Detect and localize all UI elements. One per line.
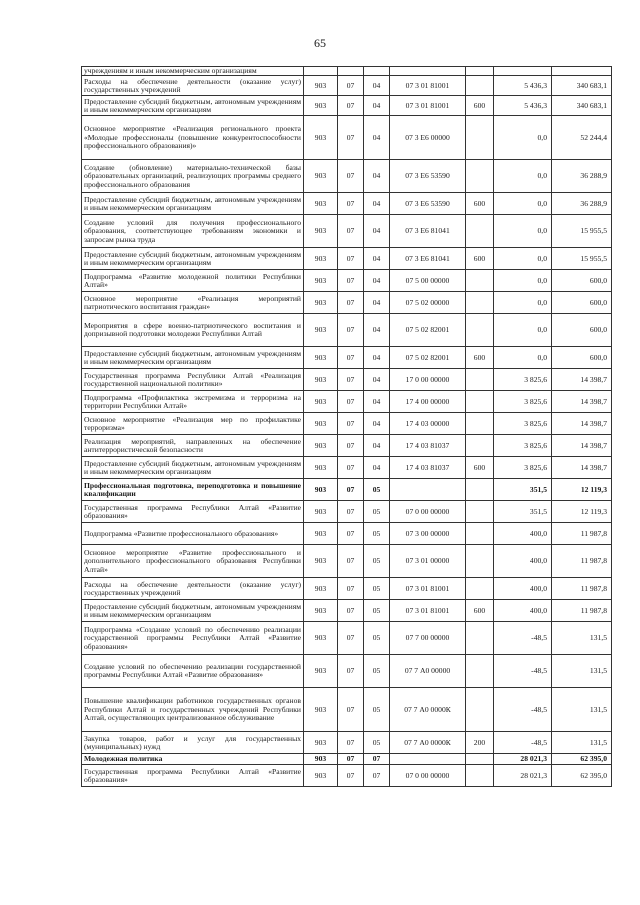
table-row <box>82 292 612 314</box>
table-row <box>82 578 612 600</box>
subsection-code-cell: 05 <box>364 523 390 545</box>
row-name-cell: Предоставление субсидий бюджетным, автономным учреждениям и иным некоммерческим организациям <box>82 600 304 622</box>
section-code-cell: 07 <box>338 435 364 457</box>
section-code-cell: 07 <box>338 215 364 248</box>
subsection-code-cell: 05 <box>364 655 390 688</box>
row-name-cell: Закупка товаров, работ и услуг для государственных (муниципальных) нужд <box>82 732 304 754</box>
amount-total-cell: 14 398,7 <box>552 413 612 435</box>
amount-change-cell: 28 021,3 <box>494 754 552 765</box>
row-name-cell: Предоставление субсидий бюджетным, автономным учреждениям и иным некоммерческим организациям <box>82 96 304 116</box>
admin-code-cell: 903 <box>304 545 338 578</box>
table-row <box>82 523 612 545</box>
budget-table <box>81 66 612 787</box>
target-article-cell: 07 3 E6 00000 <box>390 116 466 160</box>
amount-total-cell: 131,5 <box>552 688 612 732</box>
amount-total-cell: 11 987,8 <box>552 545 612 578</box>
amount-total-cell: 11 987,8 <box>552 578 612 600</box>
subsection-code-cell: 04 <box>364 369 390 391</box>
table-row <box>82 413 612 435</box>
expense-type-cell: 600 <box>466 96 494 116</box>
subsection-code-cell: 05 <box>364 600 390 622</box>
subsection-code-cell: 04 <box>364 215 390 248</box>
row-name-cell: Реализация мероприятий, направленных на обеспечение антитеррористической безопасности <box>82 435 304 457</box>
admin-code-cell: 903 <box>304 193 338 215</box>
amount-total-cell: 36 288,9 <box>552 160 612 193</box>
amount-change-cell: 3 825,6 <box>494 413 552 435</box>
row-name-cell: Предоставление субсидий бюджетным, автономным учреждениям и иным некоммерческим организациям <box>82 347 304 369</box>
expense-type-cell <box>466 215 494 248</box>
amount-change-cell: -48,5 <box>494 732 552 754</box>
amount-change-cell: -48,5 <box>494 688 552 732</box>
amount-change-cell: 5 436,3 <box>494 76 552 96</box>
admin-code-cell: 903 <box>304 391 338 413</box>
subsection-code-cell: 04 <box>364 96 390 116</box>
admin-code-cell: 903 <box>304 96 338 116</box>
admin-code-cell: 903 <box>304 314 338 347</box>
section-code-cell: 07 <box>338 501 364 523</box>
section-code-cell: 07 <box>338 413 364 435</box>
amount-change-cell: 0,0 <box>494 292 552 314</box>
amount-change-cell: 3 825,6 <box>494 369 552 391</box>
admin-code-cell: 903 <box>304 76 338 96</box>
amount-change-cell: 3 825,6 <box>494 457 552 479</box>
row-name-cell: Создание (обновление) материально-технической базы образовательных организаций, реализующих программы среднего профессионального образования <box>82 160 304 193</box>
target-article-cell: 07 5 02 82001 <box>390 314 466 347</box>
admin-code-cell: 903 <box>304 457 338 479</box>
subsection-code-cell <box>364 67 390 76</box>
table-row <box>82 160 612 193</box>
expense-type-cell <box>466 578 494 600</box>
table-row <box>82 732 612 754</box>
expense-type-cell <box>466 765 494 787</box>
amount-total-cell: 14 398,7 <box>552 391 612 413</box>
section-code-cell: 07 <box>338 622 364 655</box>
target-article-cell: 07 5 00 00000 <box>390 270 466 292</box>
amount-change-cell: 3 825,6 <box>494 391 552 413</box>
section-code-cell: 07 <box>338 732 364 754</box>
amount-total-cell: 14 398,7 <box>552 369 612 391</box>
target-article-cell: 07 3 01 81001 <box>390 96 466 116</box>
section-code-cell: 07 <box>338 369 364 391</box>
row-name-cell: Подпрограмма «Развитие профессионального образования» <box>82 523 304 545</box>
section-code-cell: 07 <box>338 479 364 501</box>
expense-type-cell <box>466 545 494 578</box>
section-code-cell: 07 <box>338 116 364 160</box>
table-row <box>82 116 612 160</box>
amount-total-cell: 15 955,5 <box>552 248 612 270</box>
row-name-cell: Государственная программа Республики Алтай «Развитие образования» <box>82 765 304 787</box>
expense-type-cell: 200 <box>466 732 494 754</box>
row-name-cell: Повышение квалификации работников государственных органов Республики Алтай и государственных учреждений Республики Алтай, осуществляющих централизованное обслуживание <box>82 688 304 732</box>
amount-change-cell: 28 021,3 <box>494 765 552 787</box>
section-code-cell: 07 <box>338 457 364 479</box>
row-name-cell: Мероприятия в сфере военно-патриотического воспитания и допризывной подготовки молодежи Республики Алтай <box>82 314 304 347</box>
admin-code-cell: 903 <box>304 435 338 457</box>
amount-total-cell: 131,5 <box>552 655 612 688</box>
amount-change-cell: 0,0 <box>494 160 552 193</box>
subsection-code-cell: 05 <box>364 545 390 578</box>
amount-change-cell: 0,0 <box>494 248 552 270</box>
section-code-cell: 07 <box>338 545 364 578</box>
target-article-cell: 07 3 01 00000 <box>390 545 466 578</box>
section-code-cell: 07 <box>338 96 364 116</box>
target-article-cell: 07 5 02 00000 <box>390 292 466 314</box>
table-row <box>82 76 612 96</box>
amount-total-cell: 131,5 <box>552 732 612 754</box>
row-name-cell: Основное мероприятие «Реализация мер по профилактике терроризма» <box>82 413 304 435</box>
subsection-code-cell: 07 <box>364 754 390 765</box>
admin-code-cell: 903 <box>304 765 338 787</box>
amount-change-cell: 351,5 <box>494 501 552 523</box>
budget-table-body <box>82 67 612 787</box>
amount-total-cell: 15 955,5 <box>552 215 612 248</box>
admin-code-cell: 903 <box>304 754 338 765</box>
table-row <box>82 765 612 787</box>
subsection-code-cell: 05 <box>364 732 390 754</box>
target-article-cell <box>390 479 466 501</box>
target-article-cell: 07 3 01 81001 <box>390 600 466 622</box>
admin-code-cell: 903 <box>304 523 338 545</box>
row-name-cell: Предоставление субсидий бюджетным, автономным учреждениям и иным некоммерческим организациям <box>82 248 304 270</box>
amount-change-cell: 0,0 <box>494 215 552 248</box>
row-name-cell: Подпрограмма «Создание условий по обеспечению реализации государственной программы Республики Алтай «Развитие образования» <box>82 622 304 655</box>
table-row <box>82 193 612 215</box>
subsection-code-cell: 05 <box>364 622 390 655</box>
amount-total-cell: 600,0 <box>552 292 612 314</box>
amount-total-cell: 600,0 <box>552 314 612 347</box>
table-row <box>82 347 612 369</box>
target-article-cell: 07 7 А0 0000К <box>390 688 466 732</box>
row-name-cell: Профессиональная подготовка, переподготовка и повышение квалификации <box>82 479 304 501</box>
admin-code-cell: 903 <box>304 347 338 369</box>
subsection-code-cell: 04 <box>364 457 390 479</box>
expense-type-cell <box>466 116 494 160</box>
section-code-cell: 07 <box>338 160 364 193</box>
row-name-cell: Основное мероприятие «Реализация мероприятий патриотического воспитания граждан» <box>82 292 304 314</box>
target-article-cell: 07 3 E6 53590 <box>390 193 466 215</box>
target-article-cell: 07 3 01 81001 <box>390 578 466 600</box>
subsection-code-cell: 07 <box>364 765 390 787</box>
expense-type-cell <box>466 523 494 545</box>
section-code-cell: 07 <box>338 314 364 347</box>
target-article-cell: 07 5 02 82001 <box>390 347 466 369</box>
expense-type-cell <box>466 76 494 96</box>
table-row <box>82 655 612 688</box>
expense-type-cell <box>466 688 494 732</box>
expense-type-cell <box>466 435 494 457</box>
amount-change-cell: -48,5 <box>494 655 552 688</box>
section-code-cell: 07 <box>338 193 364 215</box>
target-article-cell: 07 7 А0 0000К <box>390 732 466 754</box>
table-row <box>82 435 612 457</box>
amount-change-cell: 0,0 <box>494 193 552 215</box>
table-row <box>82 270 612 292</box>
section-code-cell: 07 <box>338 688 364 732</box>
admin-code-cell: 903 <box>304 501 338 523</box>
table-row <box>82 688 612 732</box>
page-number: 65 <box>314 36 326 50</box>
admin-code-cell: 903 <box>304 688 338 732</box>
expense-type-cell <box>466 413 494 435</box>
target-article-cell: 07 3 01 81001 <box>390 76 466 96</box>
row-name-cell: Создание условий для получения профессионального образования, соответствующее требованиям экономики и запросам рынка труда <box>82 215 304 248</box>
table-row <box>82 215 612 248</box>
target-article-cell: 07 7 00 00000 <box>390 622 466 655</box>
table-row <box>82 67 612 76</box>
expense-type-cell: 600 <box>466 193 494 215</box>
expense-type-cell <box>466 754 494 765</box>
admin-code-cell: 903 <box>304 600 338 622</box>
target-article-cell: 07 0 00 00000 <box>390 765 466 787</box>
row-name-cell: Подпрограмма «Профилактика экстремизма и терроризма на территории Республики Алтай» <box>82 391 304 413</box>
amount-total-cell: 11 987,8 <box>552 600 612 622</box>
section-code-cell: 07 <box>338 76 364 96</box>
admin-code-cell: 903 <box>304 369 338 391</box>
section-code-cell: 07 <box>338 765 364 787</box>
target-article-cell: 17 4 03 81037 <box>390 435 466 457</box>
expense-type-cell <box>466 655 494 688</box>
admin-code-cell: 903 <box>304 215 338 248</box>
amount-change-cell <box>494 67 552 76</box>
row-name-cell: Предоставление субсидий бюджетным, автономным учреждениям и иным некоммерческим организациям <box>82 457 304 479</box>
section-code-cell: 07 <box>338 655 364 688</box>
amount-total-cell: 62 395,0 <box>552 754 612 765</box>
amount-total-cell: 340 683,1 <box>552 76 612 96</box>
section-code-cell: 07 <box>338 600 364 622</box>
expense-type-cell <box>466 314 494 347</box>
expense-type-cell <box>466 622 494 655</box>
expense-type-cell <box>466 270 494 292</box>
expense-type-cell <box>466 391 494 413</box>
subsection-code-cell: 04 <box>364 413 390 435</box>
admin-code-cell: 903 <box>304 413 338 435</box>
table-row <box>82 600 612 622</box>
subsection-code-cell: 05 <box>364 578 390 600</box>
expense-type-cell <box>466 292 494 314</box>
table-row <box>82 622 612 655</box>
subsection-code-cell: 04 <box>364 76 390 96</box>
target-article-cell: 07 3 E6 81041 <box>390 215 466 248</box>
table-row <box>82 501 612 523</box>
amount-total-cell: 14 398,7 <box>552 457 612 479</box>
subsection-code-cell: 04 <box>364 391 390 413</box>
subsection-code-cell: 04 <box>364 314 390 347</box>
admin-code-cell: 903 <box>304 160 338 193</box>
section-code-cell <box>338 67 364 76</box>
amount-change-cell: 5 436,3 <box>494 96 552 116</box>
amount-change-cell: 0,0 <box>494 270 552 292</box>
target-article-cell: 17 4 00 00000 <box>390 391 466 413</box>
admin-code-cell: 903 <box>304 292 338 314</box>
expense-type-cell <box>466 479 494 501</box>
subsection-code-cell: 04 <box>364 270 390 292</box>
expense-type-cell: 600 <box>466 600 494 622</box>
target-article-cell: 17 4 03 00000 <box>390 413 466 435</box>
subsection-code-cell: 04 <box>364 347 390 369</box>
amount-change-cell: 0,0 <box>494 347 552 369</box>
target-article-cell <box>390 754 466 765</box>
expense-type-cell: 600 <box>466 248 494 270</box>
section-code-cell: 07 <box>338 248 364 270</box>
admin-code-cell: 903 <box>304 578 338 600</box>
section-code-cell: 07 <box>338 754 364 765</box>
target-article-cell: 07 3 00 00000 <box>390 523 466 545</box>
amount-change-cell: 3 825,6 <box>494 435 552 457</box>
admin-code-cell: 903 <box>304 248 338 270</box>
target-article-cell <box>390 67 466 76</box>
target-article-cell: 07 3 E6 53590 <box>390 160 466 193</box>
target-article-cell: 07 0 00 00000 <box>390 501 466 523</box>
row-name-cell: Предоставление субсидий бюджетным, автономным учреждениям и иным некоммерческим организациям <box>82 193 304 215</box>
table-row <box>82 314 612 347</box>
table-row <box>82 457 612 479</box>
amount-total-cell: 12 119,3 <box>552 501 612 523</box>
amount-total-cell: 131,5 <box>552 622 612 655</box>
admin-code-cell: 903 <box>304 270 338 292</box>
section-code-cell: 07 <box>338 270 364 292</box>
subsection-code-cell: 04 <box>364 160 390 193</box>
row-name-cell: Подпрограмма «Развитие молодежной политики Республики Алтай» <box>82 270 304 292</box>
subsection-code-cell: 04 <box>364 116 390 160</box>
table-row <box>82 96 612 116</box>
subsection-code-cell: 04 <box>364 248 390 270</box>
amount-change-cell: 0,0 <box>494 314 552 347</box>
row-name-cell: Расходы на обеспечение деятельности (оказание услуг) государственных учреждений <box>82 578 304 600</box>
amount-change-cell: 400,0 <box>494 578 552 600</box>
subsection-code-cell: 04 <box>364 435 390 457</box>
subsection-code-cell: 05 <box>364 479 390 501</box>
table-row <box>82 391 612 413</box>
row-name-cell: Расходы на обеспечение деятельности (оказание услуг) государственных учреждений <box>82 76 304 96</box>
expense-type-cell: 600 <box>466 457 494 479</box>
row-name-cell: Государственная программа Республики Алтай «Развитие образования» <box>82 501 304 523</box>
amount-change-cell: -48,5 <box>494 622 552 655</box>
row-name-cell: учреждениям и иным некоммерческим организациям <box>82 67 304 76</box>
subsection-code-cell: 05 <box>364 501 390 523</box>
expense-type-cell <box>466 369 494 391</box>
table-row <box>82 479 612 501</box>
subsection-code-cell: 04 <box>364 292 390 314</box>
section-code-cell: 07 <box>338 523 364 545</box>
section-code-cell: 07 <box>338 391 364 413</box>
row-name-cell: Создание условий по обеспечению реализации государственной программы Республики Алтай «Развитие образования» <box>82 655 304 688</box>
section-code-cell: 07 <box>338 292 364 314</box>
table-row <box>82 754 612 765</box>
table-row <box>82 545 612 578</box>
target-article-cell: 07 3 E6 81041 <box>390 248 466 270</box>
amount-total-cell <box>552 67 612 76</box>
amount-change-cell: 0,0 <box>494 116 552 160</box>
row-name-cell: Основное мероприятие «Развитие профессионального и дополнительного профессионального образования Республики Алтай» <box>82 545 304 578</box>
amount-total-cell: 11 987,8 <box>552 523 612 545</box>
amount-total-cell: 36 288,9 <box>552 193 612 215</box>
expense-type-cell <box>466 501 494 523</box>
amount-total-cell: 340 683,1 <box>552 96 612 116</box>
admin-code-cell: 903 <box>304 655 338 688</box>
subsection-code-cell: 05 <box>364 688 390 732</box>
target-article-cell: 07 7 А0 00000 <box>390 655 466 688</box>
section-code-cell: 07 <box>338 578 364 600</box>
amount-total-cell: 600,0 <box>552 270 612 292</box>
admin-code-cell: 903 <box>304 479 338 501</box>
amount-change-cell: 400,0 <box>494 600 552 622</box>
amount-total-cell: 14 398,7 <box>552 435 612 457</box>
amount-change-cell: 400,0 <box>494 523 552 545</box>
table-row <box>82 248 612 270</box>
target-article-cell: 17 0 00 00000 <box>390 369 466 391</box>
row-name-cell: Государственная программа Республики Алтай «Реализация государственной национальной политики» <box>82 369 304 391</box>
expense-type-cell <box>466 160 494 193</box>
section-code-cell: 07 <box>338 347 364 369</box>
expense-type-cell: 600 <box>466 347 494 369</box>
expense-type-cell <box>466 67 494 76</box>
admin-code-cell <box>304 67 338 76</box>
admin-code-cell: 903 <box>304 732 338 754</box>
amount-change-cell: 400,0 <box>494 545 552 578</box>
row-name-cell: Основное мероприятие «Реализация регионального проекта «Молодые профессионалы (повышение конкурентоспособности профессионального образования)» <box>82 116 304 160</box>
table-row <box>82 369 612 391</box>
subsection-code-cell: 04 <box>364 193 390 215</box>
amount-total-cell: 52 244,4 <box>552 116 612 160</box>
amount-total-cell: 12 119,3 <box>552 479 612 501</box>
amount-total-cell: 600,0 <box>552 347 612 369</box>
target-article-cell: 17 4 03 81037 <box>390 457 466 479</box>
admin-code-cell: 903 <box>304 116 338 160</box>
admin-code-cell: 903 <box>304 622 338 655</box>
row-name-cell: Молодежная политика <box>82 754 304 765</box>
amount-change-cell: 351,5 <box>494 479 552 501</box>
amount-total-cell: 62 395,0 <box>552 765 612 787</box>
